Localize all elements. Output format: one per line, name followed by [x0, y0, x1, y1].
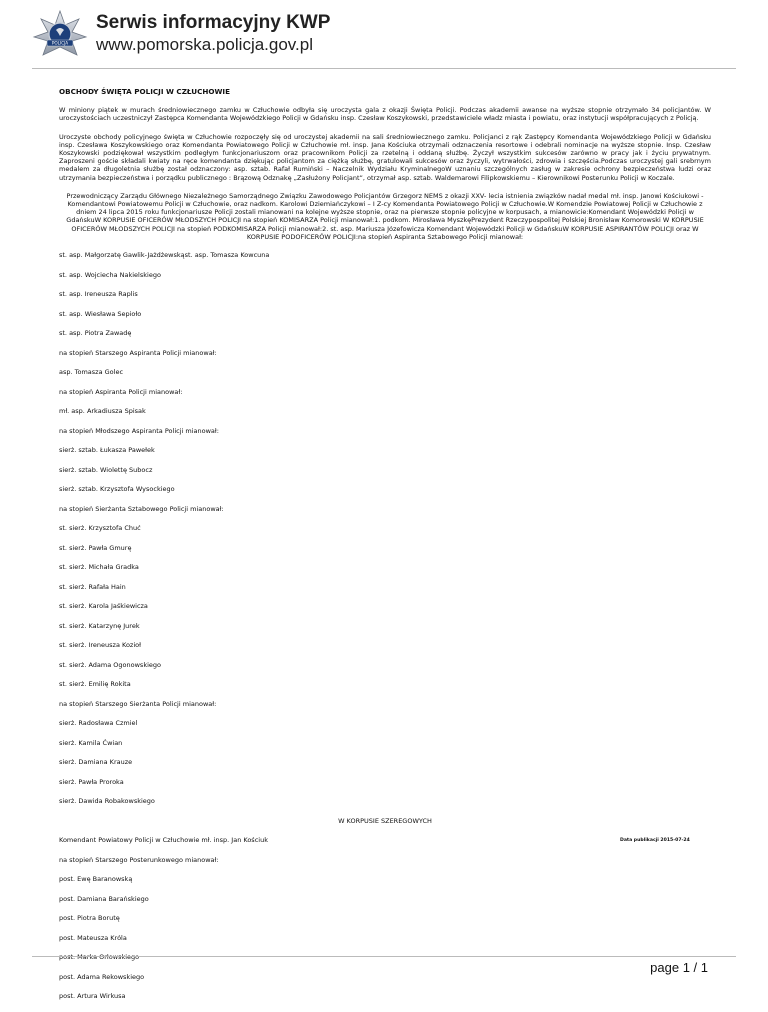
publication-date: Data publikacji 2015-07-24	[620, 838, 690, 843]
list-item: post. Adama Rekowskiego	[59, 972, 145, 981]
list-item: st. sierż. Pawła Gmurę	[59, 543, 132, 552]
article-paragraph: W miniony piątek w murach średniowiecznego zamku w Człuchowie odbyła się uroczysta gala z okazji Święta Policji. Podczas akademii awanse na wyższe stopnie otrzymało 34 policjantów. W uroczystościach uczestniczył Zastępca Komendanta Wojewódzkiego Policji w Gdańsku insp. Czesław Koszykowski, przedstawiciele władz miasta i powiatu, oraz instytucji współpracujących z Policją.	[59, 106, 711, 123]
list-item: sierż. Kamila Ćwian	[59, 738, 123, 747]
list-item: st. sierż. Michała Gradka	[59, 563, 139, 572]
article-title: OBCHODY ŚWIĘTA POLICJI W CZŁUCHOWIE	[59, 87, 231, 96]
list-item: st. asp. Ireneusza Raplis	[59, 290, 138, 299]
list-item: sierż. Pawła Proroka	[59, 777, 124, 786]
list-item: st. asp. Małgorzatę Gawlik-Jażdżewskąst. asp. Tomasza Kowcuna	[59, 251, 270, 260]
article-paragraph: Uroczyste obchody policyjnego święta w Człuchowie rozpoczęły się od uroczystej akademii na sali średniowiecznego zamku. Policjanci z rąk Zastępcy Komendanta Wojewódzkiego Policji w Gdańsku insp. Czesława Koszykowskiego oraz Komendanta Powiatowego Policji w Człuchowie mł. insp. Jana Kościuka otrzymali odznaczenia resortowe i odebrali nominacje na wyższe stopnie. Insp. Czesław Koszykowski podziękował wszystkim podległym funkcjonariuszom oraz pracownikom Policji za rzetelną i oddaną służbę. Życzył wszystkim sukcesów zarówno w pracy jak i życiu prywatnym. Zaproszeni goście składali kwiaty na ręce komendanta dziękując policjantom za ciężką służbę, gratulowali sukcesów oraz życzyli, wytrwałości, zdrowia i szczęścia.Podczas uroczystej gali srebrnym medalem za długoletnia służbę został odznaczony: asp. sztab. Rafał Rumiński – Naczelnik Wydziału KryminalnegoW uznaniu szczególnych zasług w zakresie ochrony bezpieczeństwa ludzi oraz utrzymania bezpieczeństwa i porządku publicznego : Brązową Odznakę „Zasłużony Policjant”, otrzymał asp. sztab. Waldemarowi Filipkowskiemu – Kierownikowi Posterunku Policji w Koczale.	[59, 132, 711, 182]
svg-text:POLICJA: POLICJA	[51, 40, 69, 46]
list-item: st. sierż. Rafała Hain	[59, 582, 126, 591]
list-item: na stopień Starszego Sierżanta Policji mianował:	[59, 699, 217, 708]
list-item: post. Marka Orłowskiego	[59, 953, 140, 962]
list-item: post. Ewę Baranowską	[59, 875, 133, 884]
list-item: st. asp. Piotra Zawadę	[59, 329, 132, 338]
list-item: post. Artura Wirkusa	[59, 992, 126, 1001]
list-item: na stopień Aspiranta Policji mianował:	[59, 387, 183, 396]
list-item: sierż. sztab. Łukasza Pawełek	[59, 446, 155, 455]
list-item: na stopień Starszego Posterunkowego mianował:	[59, 855, 219, 864]
site-url[interactable]: www.pomorska.policja.gov.pl	[96, 35, 313, 54]
list-item: st. asp. Wiesława Sepioło	[59, 309, 142, 318]
section-heading: W KORPUSIE SZEREGOWYCH	[338, 816, 432, 825]
promotion-list	[59, 251, 711, 807]
police-star-badge-icon	[32, 10, 88, 56]
list-item: sierż. sztab. Wiolettę Subocz	[59, 465, 153, 474]
list-item: sierż. Dawida Robakowskiego	[59, 797, 155, 806]
footer-divider	[32, 956, 736, 957]
promotion-list	[59, 836, 711, 1002]
list-item: sierż. Radosława Czmiel	[59, 719, 138, 728]
list-item: post. Mateusza Króla	[59, 933, 127, 942]
list-item: na stopień Sierżanta Sztabowego Policji mianował:	[59, 504, 224, 513]
site-title: Serwis informacyjny KWP	[96, 12, 331, 33]
list-item: st. sierż. Ireneusza Kozioł	[59, 641, 141, 650]
article	[59, 88, 711, 1012]
list-item: post. Piotra Borutę	[59, 914, 120, 923]
list-item: st. sierż. Emilię Rokita	[59, 680, 131, 689]
list-item: Komendant Powiatowy Policji w Człuchowie mł. insp. Jan Kościuk	[59, 836, 268, 845]
list-item: na stopień Młodszego Aspiranta Policji mianował:	[59, 426, 219, 435]
list-item: sierż. Damiana Krauze	[59, 758, 133, 767]
article-centered-paragraph: Przewodniczący Zarządu Głównego Niezależnego Samorządnego Związku Zawodowego Policjantów Grzegorz NEMS z okazji XXV- lecia istnienia związków nadał medal mł. insp. Janowi Kościukowi - Komendantowi Powiatowemu Policji w Człuchowie, oraz nadkom. Karolowi Dziemiańczykowi – I Z-cy Komendanta Powiatowego Policji w Człuchowie.W Komendzie Powiatowej Policji w Człuchowie z dniem 24 lipca 2015 roku funkcjonariusze Policji zostali mianowani na kolejne wyższe stopnie, oraz na pierwsze stopnie policyjne w korpusach, a mianowicie:Komendant Wojewódzki Policji w GdańskuW KORPUSIE OFICERÓW MŁODSZYCH POLICJI na stopień KOMISARZA Policji mianował:1. podkom. Mirosława MyszkęPrezydent Rzeczypospolitej Polskiej Bronisław Komorowski W KORPUSIE OFICERÓW MŁODSZYCH POLICJI na stopień PODKOMISARZA Policji mianował:2. st. asp. Mariusza Józefowicza Komendant Wojewódzki Policji w GdańskuW KORPUSIE ASPIRANTÓW POLICJI oraz W KORPUSIE PODOFICERÓW POLICJI:na stopień Aspiranta Sztabowego Policji mianował:	[66, 191, 704, 241]
list-item: st. sierż. Katarzynę Jurek	[59, 621, 140, 630]
list-item: st. sierż. Adama Ogonowskiego	[59, 660, 161, 669]
header-divider	[32, 68, 736, 69]
list-item: st. asp. Wojciecha Nakielskiego	[59, 270, 161, 279]
page-number: page 1 / 1	[650, 960, 708, 975]
list-item: st. sierż. Krzysztofa Chuć	[59, 524, 141, 533]
list-item: asp. Tomasza Golec	[59, 368, 124, 377]
list-item: sierż. sztab. Krzysztofa Wysockiego	[59, 485, 175, 494]
list-item: post. Damiana Barańskiego	[59, 894, 149, 903]
page-header	[32, 6, 732, 62]
list-item: na stopień Starszego Aspiranta Policji mianował:	[59, 348, 217, 357]
list-item: mł. asp. Arkadiusza Spisak	[59, 407, 146, 416]
list-item: st. sierż. Karola Jaśkiewicza	[59, 602, 148, 611]
